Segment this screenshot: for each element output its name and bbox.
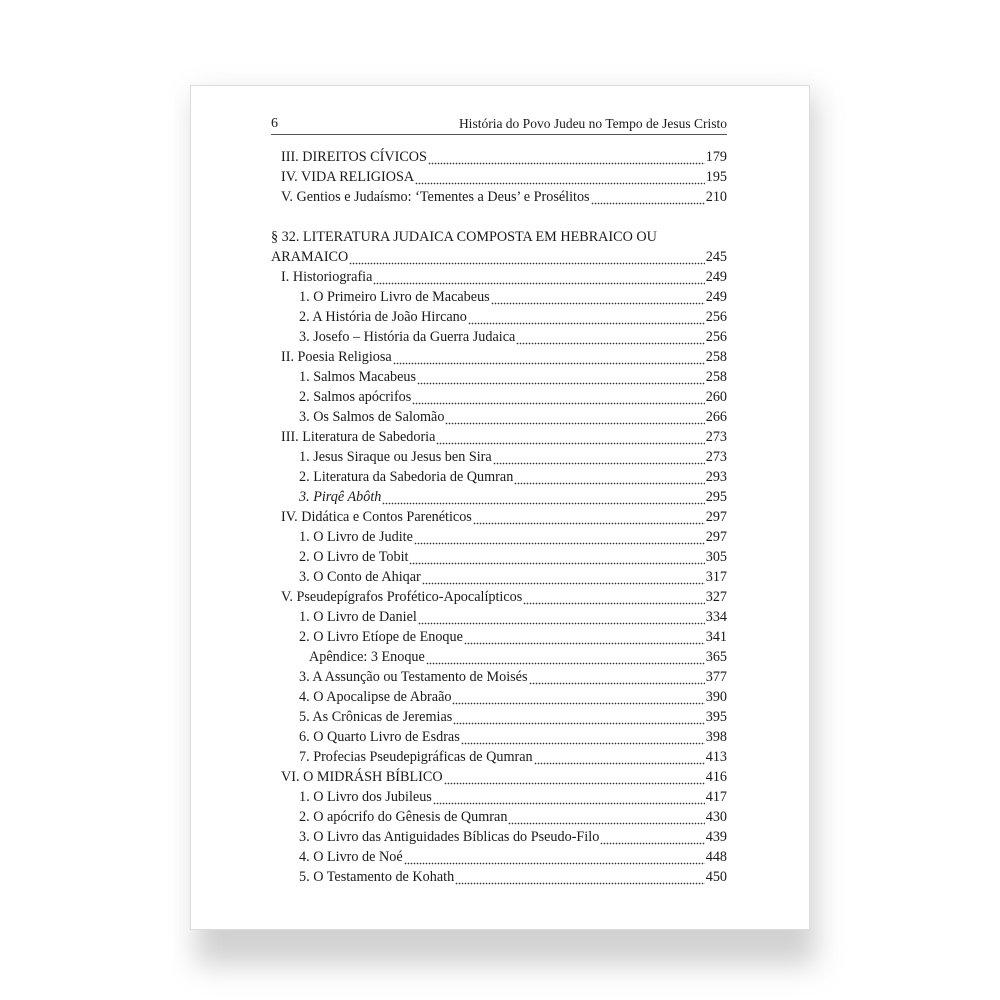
toc-entry: 2. Salmos apócrifos 260: [299, 389, 727, 405]
toc-entry: V. Gentios e Judaísmo: ‘Tementes a Deus’ e Prosélitos 210: [281, 189, 727, 205]
toc-entry: 2. Literatura da Sabedoria de Qumran 293: [299, 469, 727, 485]
toc-entry: II. Poesia Religiosa 258: [281, 349, 727, 365]
toc-entry: 7. Profecias Pseudepigráficas de Qumran 413: [299, 749, 727, 765]
toc-entry: 3. Pirqê Abôth 295: [299, 489, 727, 505]
page-number: 6: [271, 116, 278, 131]
toc-entry: 6. O Quarto Livro de Esdras 398: [299, 729, 727, 745]
running-header: [271, 116, 727, 135]
toc-entry: I. Historiografia 249: [281, 269, 727, 285]
toc-entry: 3. Os Salmos de Salomão 266: [299, 409, 727, 425]
section-title-line2: ARAMAICO 245: [271, 249, 727, 265]
toc-entry: III. Literatura de Sabedoria 273: [281, 429, 727, 445]
toc-entry: 1. O Livro de Daniel 334: [299, 609, 727, 625]
toc-entry: 4. O Livro de Noé 448: [299, 849, 727, 865]
toc-entry: 5. O Testamento de Kohath 450: [299, 869, 727, 885]
toc-entry: 3. A Assunção ou Testamento de Moisés 377: [299, 669, 727, 685]
toc-entry: 4. O Apocalipse de Abraão 390: [299, 689, 727, 705]
toc-entry: Apêndice: 3 Enoque 365: [309, 649, 727, 665]
section-title: § 32. LITERATURA JUDAICA COMPOSTA EM HEBRAICO OU: [271, 229, 657, 245]
toc-entry: IV. VIDA RELIGIOSA 195: [281, 169, 727, 185]
toc-entry: VI. O MIDRÁSH BÍBLICO 416: [281, 769, 727, 785]
toc-entry: 1. Jesus Siraque ou Jesus ben Sira 273: [299, 449, 727, 465]
toc-entry: 2. A História de João Hircano 256: [299, 309, 727, 325]
toc-entry: 3. O Livro das Antiguidades Bíblicas do Pseudo-Filo 439: [299, 829, 727, 845]
toc-entry: V. Pseudepígrafos Profético-Apocalípticos 327: [281, 589, 727, 605]
toc-entry: 1. Salmos Macabeus 258: [299, 369, 727, 385]
book-page: [190, 85, 810, 930]
toc-entry: 2. O Livro de Tobit 305: [299, 549, 727, 565]
toc-entry: 3. Josefo – História da Guerra Judaica 256: [299, 329, 727, 345]
toc-entry: 1. O Livro de Judite 297: [299, 529, 727, 545]
toc-entry: 3. O Conto de Ahiqar 317: [299, 569, 727, 585]
toc-entry: IV. Didática e Contos Parenéticos 297: [281, 509, 727, 525]
toc-entry: 2. O Livro Etíope de Enoque 341: [299, 629, 727, 645]
toc-entry: 2. O apócrifo do Gênesis de Qumran 430: [299, 809, 727, 825]
running-title: História do Povo Judeu no Tempo de Jesus Cristo: [458, 116, 727, 131]
toc-entry: 1. O Primeiro Livro de Macabeus 249: [299, 289, 727, 305]
toc-entry: 1. O Livro dos Jubileus 417: [299, 789, 727, 805]
toc-entry: 5. As Crônicas de Jeremias 395: [299, 709, 727, 725]
toc-entry: III. DIREITOS CÍVICOS 179: [281, 149, 727, 165]
